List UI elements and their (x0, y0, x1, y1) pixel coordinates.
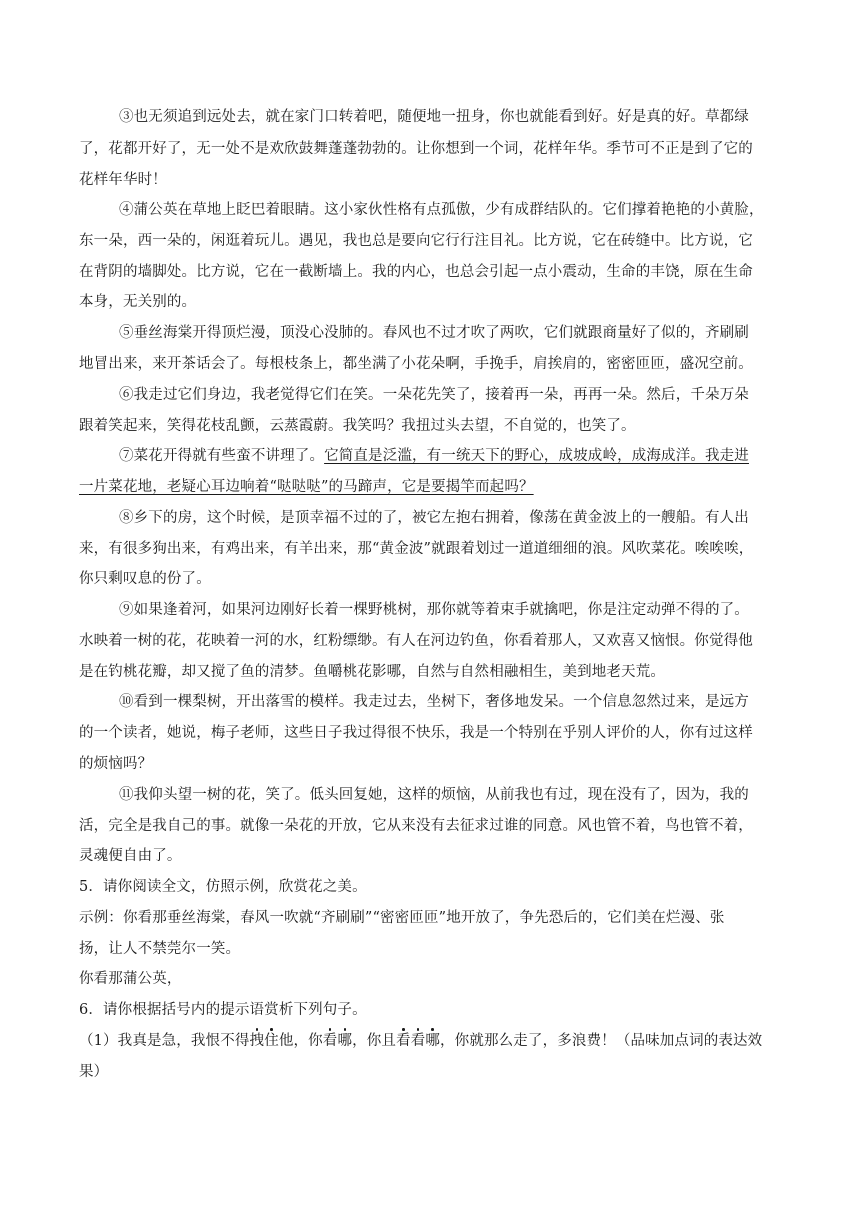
dotted-word-char: 住 (264, 1033, 279, 1049)
question-6-1-text-mid-1: 他，你 (278, 1033, 323, 1049)
paragraph-5-line-1: ⑤垂丝海棠开得顶烂漫，顶没心没肺的。春风也不过才吹了两吹，它们就跟商量好了似的，齐刷刷 (119, 325, 749, 341)
paragraph-4-line-2: 东一朵，西一朵的，闲逛着玩儿。遇见，我也总是要向它行行注目礼。比方说，它在砖缝中。比方说，它 (79, 233, 753, 249)
dotted-word-char: 看 (410, 1033, 426, 1049)
paragraph-10-line-3: 的烦恼吗？ (79, 756, 153, 772)
paragraph-10-line-2: 的一个读者，她说，梅子老师，这些日子我过得很不快乐，我是一个特别在乎别人评价的人，你有过这样 (79, 725, 753, 741)
question-6-1-text-mid-2: ，你且 (352, 1033, 397, 1049)
paragraph-3-line-2: 了，花都开好了，无一处不是欢欣鼓舞蓬蓬勃勃的。让你想到一个词，花样年华。季节可不正是到了它的 (79, 141, 753, 157)
paragraph-7-underlined-text-1: 它简直是泛滥，有一统天下的野心，成坡成岭，成海成洋。我走进 (324, 448, 749, 464)
paragraph-9-line-2: 水映着一树的花，花映着一河的水，红粉缥缈。有人在河边钓鱼，你看着那人，又欢喜又恼恨。你觉得他 (79, 633, 753, 649)
dotted-word-char: 拽 (249, 1033, 265, 1049)
question-6-1-text-before: （1）我真是急，我恨不得 (79, 1033, 250, 1049)
paragraph-4-line-1: ④蒲公英在草地上眨巴着眼睛。这小家伙性格有点孤傲，少有成群结队的。它们撑着艳艳的小黄脸， (119, 202, 764, 218)
paragraph-7-underlined-text-2: 一片菜花地，老疑心耳边响着“哒哒哒”的马蹄声，它是要揭竿而起吗？ (79, 479, 534, 495)
paragraph-8-line-3: 你只剩叹息的份了。 (79, 571, 211, 587)
paragraph-3-line-1: ③也无须追到远处去，就在家门口转着吧，随便地一扭身，你也就能看到好。好是真的好。草都绿 (119, 109, 749, 125)
paragraph-6-line-1: ⑥我走过它们身边，我老觉得它们在笑。一朵花先笑了，接着再一朵，再再一朵。然后，千朵万朵 (119, 387, 749, 403)
question-5-answer-prompt: 你看那蒲公英， (79, 971, 182, 987)
dotted-word-char: 哪 (337, 1033, 353, 1049)
question-6-1-line-1 (79, 1031, 762, 1051)
question-5-title: 5．请你阅读全文，仿照示例，欣赏花之美。 (79, 879, 367, 895)
dotted-word-char: 看 (396, 1033, 411, 1049)
paragraph-9-line-3: 是在钓桃花瓣，却又搅了鱼的清梦。鱼嚼桃花影哪，自然与自然相融相生，美到地老天荒。 (79, 664, 665, 680)
paragraph-5-line-2: 地冒出来，来开茶话会了。每根枝条上，都坐满了小花朵啊，手挽手，肩挨肩的，密密匝匝，盛况空前。 (79, 356, 753, 372)
paragraph-10-line-1: ⑩看到一棵梨树，开出落雪的模样。我走过去，坐树下，奢侈地发呆。一个信息忽然过来，是远方 (119, 694, 749, 710)
question-6-title: 6．请你根据括号内的提示语赏析下列句子。 (79, 1002, 367, 1018)
paragraph-7-line-1 (119, 446, 749, 466)
paragraph-11-line-2: 活，完全是我自己的事。就像一朵花的开放，它从来没有去征求过谁的同意。风也管不着，鸟也管不着， (79, 818, 753, 834)
question-6-1-line-2: 果） (79, 1064, 109, 1080)
paragraph-4-line-4: 本身，无关别的。 (79, 294, 197, 310)
paragraph-4-line-3: 在背阴的墙脚处。比方说，它在一截断墙上。我的内心，也总会引起一点小震动，生命的丰饶，原在生命 (79, 264, 753, 280)
paragraph-7-line-2 (79, 477, 534, 497)
question-5-example-line-1: 示例：你看那垂丝海棠，春风一吹就“齐刷刷”“密密匝匝”地开放了，争先恐后的，它们美在烂漫、张 (79, 910, 725, 926)
question-5-example-line-2: 扬，让人不禁莞尔一笑。 (79, 941, 241, 957)
paragraph-9-line-1: ⑨如果逢着河，如果河边刚好长着一棵野桃树，那你就等着束手就擒吧，你是注定动弹不得的了。 (119, 602, 749, 618)
paragraph-11-line-3: 灵魂便自由了。 (79, 848, 182, 864)
paragraph-8-line-1: ⑧乡下的房，这个时候，是顶幸福不过的了，被它左抱右拥着，像荡在黄金波上的一艘船。有人出 (119, 510, 749, 526)
paragraph-7-plain-text: ⑦菜花开得就有些蛮不讲理了。 (119, 448, 325, 464)
dotted-word-char: 哪 (425, 1033, 441, 1049)
paragraph-11-line-1: ⑪我仰头望一树的花，笑了。低头回复她，这样的烦恼，从前我也有过，现在没有了，因为，我的 (119, 787, 749, 803)
dotted-word-char: 看 (322, 1033, 338, 1049)
paragraph-3-line-3: 花样年华时！ (79, 172, 167, 188)
paragraph-6-line-2: 跟着笑起来，笑得花枝乱颤，云蒸霞蔚。我笑吗？我扭过头去望，不自觉的，也笑了。 (79, 418, 636, 434)
paragraph-8-line-2: 来，有很多狗出来，有鸡出来，有羊出来，那“黄金波”就跟着划过一道道细细的浪。风吹菜花。唉唉唉， (79, 541, 754, 557)
question-6-1-text-after: ，你就那么走了，多浪费！（品味加点词的表达效 (440, 1033, 763, 1049)
